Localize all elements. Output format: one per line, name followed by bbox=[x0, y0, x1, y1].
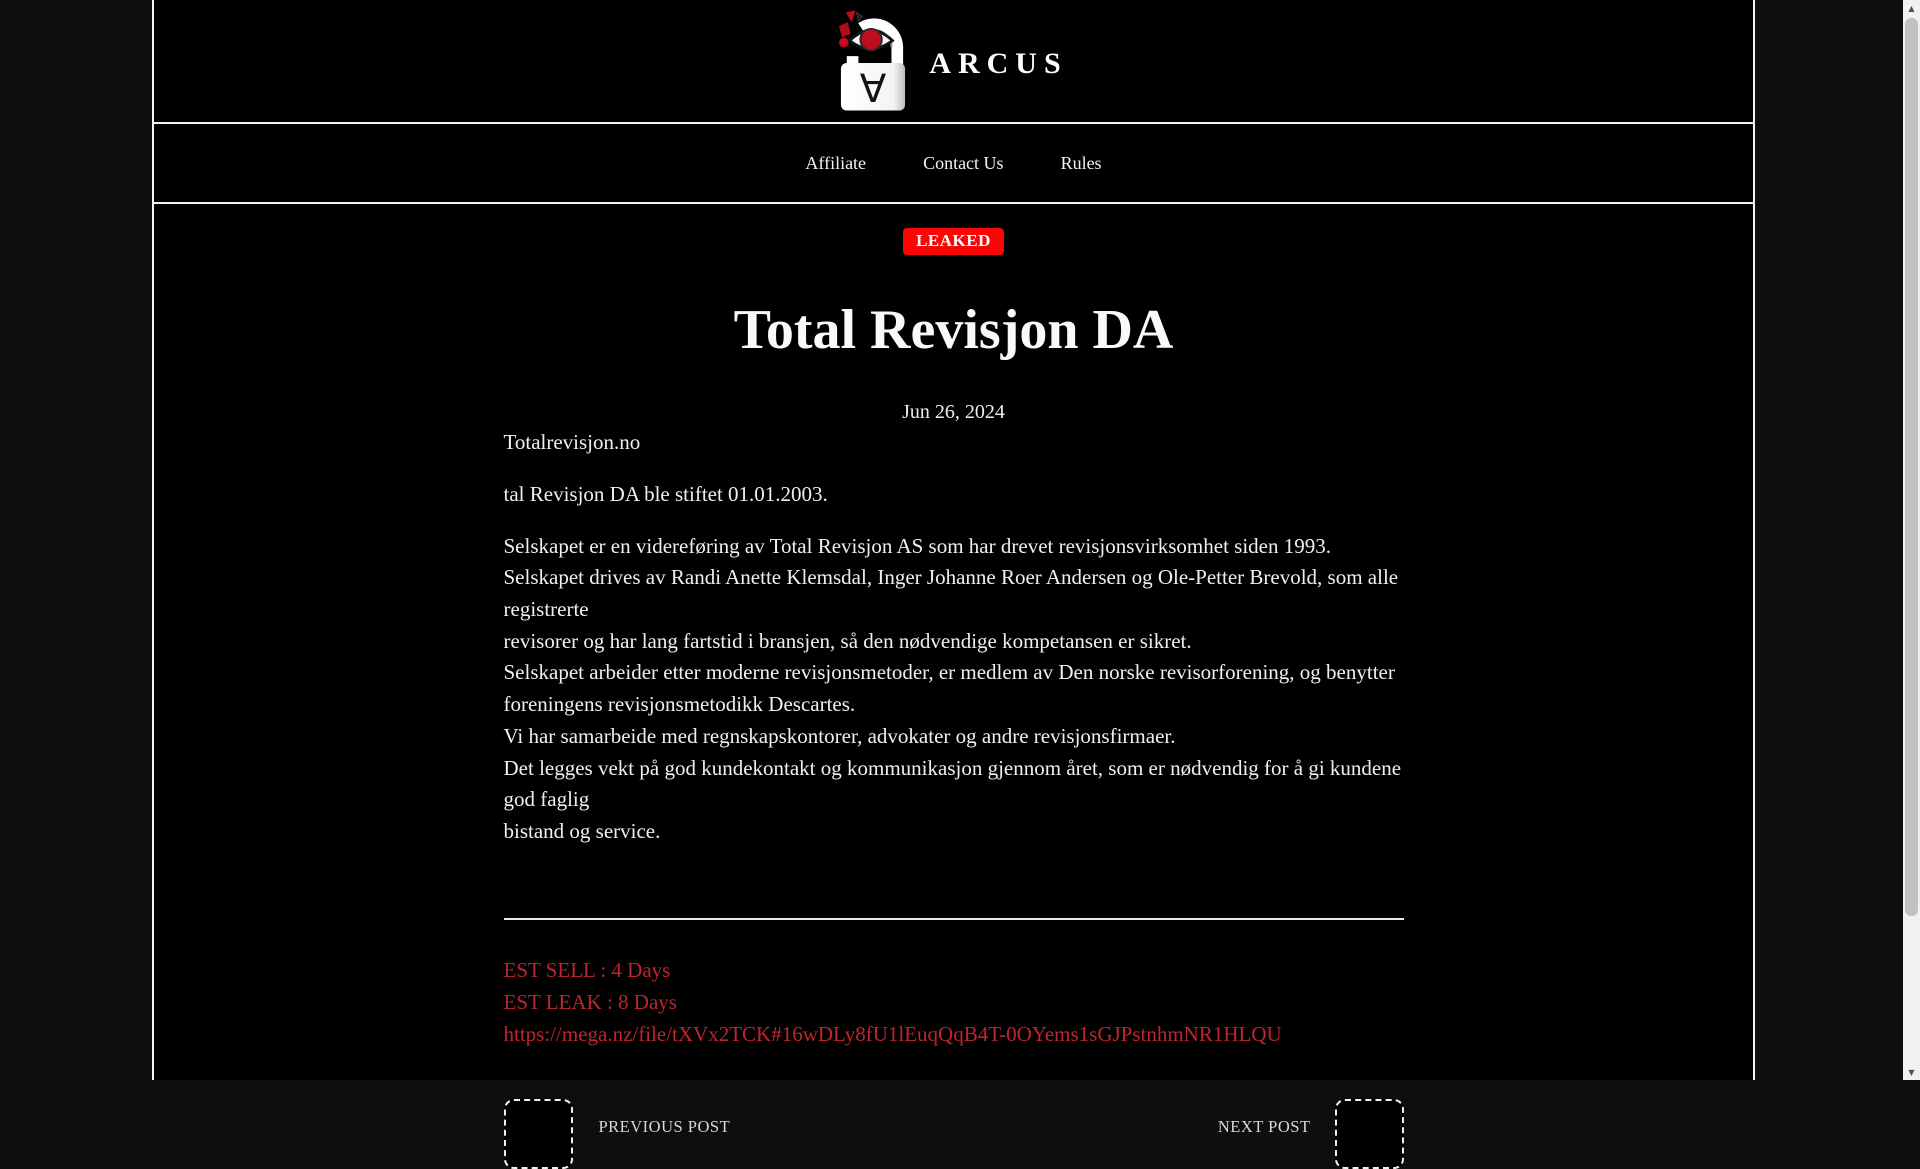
next-post-link[interactable]: NEXT POST bbox=[1217, 1116, 1311, 1136]
next-post-group bbox=[1218, 1099, 1404, 1169]
nav-link-contact-us[interactable]: Contact Us bbox=[923, 152, 1004, 173]
svg-text:∀: ∀ bbox=[860, 66, 887, 112]
est-sell-line: EST SELL : 4 Days bbox=[503, 957, 671, 982]
post-content bbox=[504, 204, 1404, 1169]
leak-meta-block bbox=[504, 954, 1404, 1050]
nav-link-rules[interactable]: Rules bbox=[1060, 152, 1102, 173]
post-body bbox=[504, 427, 1404, 847]
body-text-line: Selskapet er en videreføring av Total Revisjon AS som har drevet revisjonsvirksomhet siden 1993. bbox=[503, 533, 1331, 558]
body-text-line: revisorer og har lang fartstid i bransjen, så den nødvendige kompetansen er sikret. bbox=[503, 628, 1192, 653]
body-text-line: foreningens revisjonsmetodikk Descartes. bbox=[503, 692, 856, 717]
body-paragraph bbox=[504, 479, 1404, 511]
vertical-scrollbar bbox=[1903, 0, 1920, 1080]
post-date: Jun 26, 2024 bbox=[902, 401, 1005, 424]
previous-post-link[interactable]: PREVIOUS POST bbox=[598, 1116, 731, 1136]
brand-name: ARCUS bbox=[929, 47, 1068, 80]
previous-post-group bbox=[504, 1099, 731, 1169]
scroll-down-icon[interactable]: ▼ bbox=[1908, 1067, 1915, 1077]
body-text-line: Vi har samarbeide med regnskapskontorer, advokater og andre revisjonsfirmaer. bbox=[503, 723, 1176, 748]
leak-download-link[interactable]: https://mega.nz/file/tXVx2TCK#16wDLy8fU1lEuqQqB4T-0OYems1sGJPstnhmNR1HLQU bbox=[503, 1021, 1282, 1046]
leaked-status-badge[interactable]: LEAKED bbox=[903, 228, 1004, 255]
scroll-up-icon[interactable]: ▲ bbox=[1908, 3, 1915, 13]
est-leak-line: EST LEAK : 8 Days bbox=[503, 989, 677, 1014]
body-text-line: Totalrevisjon.no bbox=[503, 430, 641, 455]
previous-post-thumbnail[interactable] bbox=[504, 1099, 573, 1169]
section-divider bbox=[504, 918, 1404, 920]
scrollbar-thumb[interactable] bbox=[1905, 18, 1918, 916]
badge-row bbox=[504, 228, 1404, 255]
body-text-line: Selskapet arbeider etter moderne revisjonsmetoder, er medlem av Den norske revisorforening, og benytter bbox=[503, 660, 1395, 685]
post-title: Total Revisjon DA bbox=[733, 299, 1174, 361]
site-header bbox=[154, 0, 1753, 124]
padlock-eye-logo-icon bbox=[839, 10, 907, 112]
main-column bbox=[152, 0, 1755, 1136]
post-footer-nav bbox=[504, 1099, 1404, 1169]
body-text-line: bistand og service. bbox=[503, 818, 661, 843]
main-nav bbox=[154, 124, 1753, 204]
body-paragraph bbox=[504, 427, 1404, 459]
body-text-line: Det legges vekt på god kundekontakt og kommunikasjon gjennom året, som er nødvendig for å gi kundene god faglig bbox=[503, 755, 1402, 812]
body-text-line: tal Revisjon DA ble stiftet 01.01.2003. bbox=[503, 481, 828, 506]
brand-logo[interactable] bbox=[839, 10, 1067, 112]
nav-link-affiliate[interactable]: Affiliate bbox=[805, 152, 867, 173]
body-paragraph bbox=[504, 531, 1404, 848]
next-post-thumbnail[interactable] bbox=[1335, 1099, 1404, 1169]
body-text-line: Selskapet drives av Randi Anette Klemsdal, Inger Johanne Roer Andersen og Ole-Petter Brevold, som alle registrerte bbox=[503, 565, 1399, 621]
